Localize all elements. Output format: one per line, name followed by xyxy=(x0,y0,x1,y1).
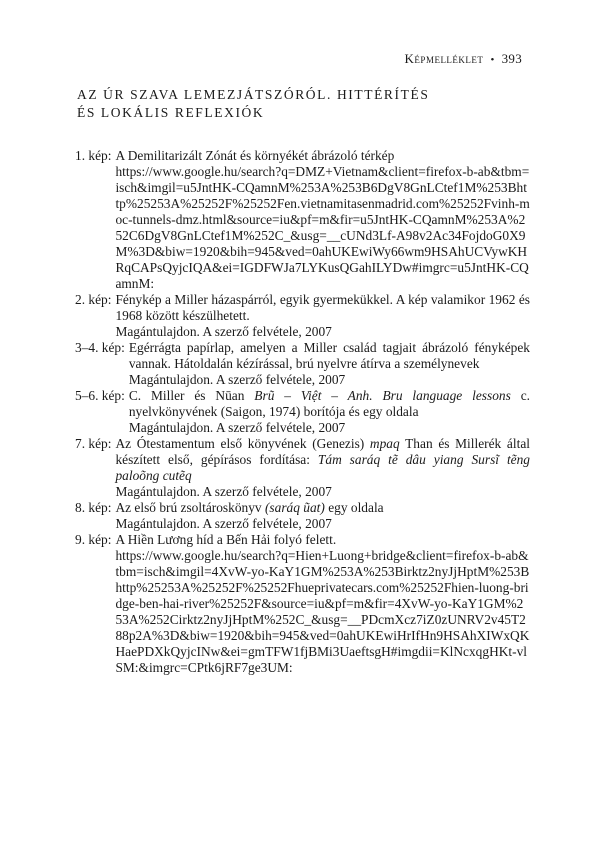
term-italic: mpaq xyxy=(369,436,400,451)
caption-text-part: C. Miller és Nūan xyxy=(128,388,255,403)
chapter-title xyxy=(77,86,517,121)
caption-text-part: Az Ótestamentum első könyvének (Genezis) xyxy=(115,436,370,451)
section-title: Képmelléklet xyxy=(404,51,484,66)
caption-text: A Demilitarizált Zónát és környékét ábrázoló térkép xyxy=(115,148,395,163)
running-head xyxy=(405,51,522,67)
caption-text xyxy=(115,436,530,484)
caption-label: 8. kép: xyxy=(75,500,112,515)
chapter-title-line-1: AZ ÚR SZAVA LEMEZJÁTSZÓRÓL. HITTÉRÍTÉS xyxy=(77,87,430,102)
caption-list xyxy=(75,148,530,676)
caption-text-part: Az első brú zsoltároskönyv xyxy=(115,500,265,515)
translation-title: Tám saráq tẽ dâu yiang Sursĩ tẽng paloõng cutẽq xyxy=(115,452,530,483)
caption-text: Fénykép a Miller házaspárról, egyik gyermekükkel. A kép valamikor 1962 és 1968 között készülhetett. xyxy=(115,292,530,323)
caption-credit: Magántulajdon. A szerző felvétele, 2007 xyxy=(128,372,346,387)
caption-5-6 xyxy=(75,388,530,436)
caption-text-part: egy oldala xyxy=(324,500,384,515)
caption-source-url: https://www.google.hu/search?q=Hien+Luong+bridge&client=firefox-b-ab&tbm=isch&imgil=4XvW-yo-KaY1GM%253A%253Birktz2nyJjHptM%253Bhttp%25253A%25252F%25252Fhueprivatecars.com%25252Fhien-luong-bridge-ben-hai-river%25252F&source=iu&pf=m&fir=4XvW-yo-KaY1GM%253A%252Cirktz2nyJjHptM%252C_&usg=__PDcmXcz7iZ0zUNRV2v45T288p2A%3D&biw=1920&bih=945&ved=0ahUKEwiHrIfHn9HSAhXIWxQKHaePDXkQyjcINw&ei=gmTFW1fjBMi3UaeftsgH#imgdii=KlNcxqgHKt-vlSM:&imgrc=CPtk6jRF7ge3UM: xyxy=(115,548,530,675)
caption-source-url: https://www.google.hu/search?q=DMZ+Vietnam&client=firefox-b-ab&tbm=isch&imgil=u5JntHK-CQamnM%253A%253B6DgV8GnLCtef1M%253Bhttp%25253A%25252F%25252Fen.vietnamitasenmadrid.com%25252Fvinh-moc-tunnels-dmz.html&source=iu&pf=m&fir=u5JntHK-CQamnM%253A%252C6DgV8GnLCtef1M%252C_&usg=__cUNd3Lf-A98v2Ac34FojdoG0X9M%3D&biw=1920&bih=945&ved=0ahUKEwiWy66wm9HSAhUCVywKHRqCAPsQyjcIQA&ei=IGDFWJa7LYKusQGahILYDw#imgrc=u5JntHK-CQamnM: xyxy=(115,164,530,291)
book-title: Brũ – Việt – Anh. Bru language lessons xyxy=(254,388,511,403)
caption-1 xyxy=(75,148,530,292)
chapter-title-line-2: ÉS LOKÁLIS REFLEXIÓK xyxy=(77,104,265,120)
caption-9 xyxy=(75,532,530,676)
caption-credit: Magántulajdon. A szerző felvétele, 2007 xyxy=(115,484,332,499)
caption-text: A Hiền Lương híd a Bến Hải folyó felett. xyxy=(115,532,337,547)
caption-text-part: c. nyelvkönyvének (Saigon, 1974) borítója és egy oldala xyxy=(128,388,531,419)
caption-text-part: Than és Millerék által készített első, gépírásos fordítása: xyxy=(115,436,530,467)
caption-credit: Magántulajdon. A szerző felvétele, 2007 xyxy=(115,516,332,531)
bullet-separator: • xyxy=(490,54,495,66)
caption-3-4 xyxy=(75,340,530,388)
caption-label: 1. kép: xyxy=(75,148,112,163)
term-italic: (saráq ũat) xyxy=(264,500,325,515)
caption-text xyxy=(115,500,530,516)
caption-label: 7. kép: xyxy=(75,436,112,451)
page-number: 393 xyxy=(501,51,522,66)
caption-text: Egérrágta papírlap, amelyen a Miller család tagjait ábrázoló fényképek vannak. Hátoldalán kézírással, brú nyelvre átírva a személynevek xyxy=(128,340,530,371)
caption-label: 3–4. kép: xyxy=(75,340,125,355)
caption-credit: Magántulajdon. A szerző felvétele, 2007 xyxy=(115,324,332,339)
caption-8 xyxy=(75,500,530,532)
caption-7 xyxy=(75,436,530,500)
caption-credit: Magántulajdon. A szerző felvétele, 2007 xyxy=(128,420,346,435)
caption-2 xyxy=(75,292,530,340)
caption-label: 9. kép: xyxy=(75,532,112,547)
caption-label: 5–6. kép: xyxy=(75,388,125,403)
caption-label: 2. kép: xyxy=(75,292,112,307)
caption-text xyxy=(129,388,530,420)
